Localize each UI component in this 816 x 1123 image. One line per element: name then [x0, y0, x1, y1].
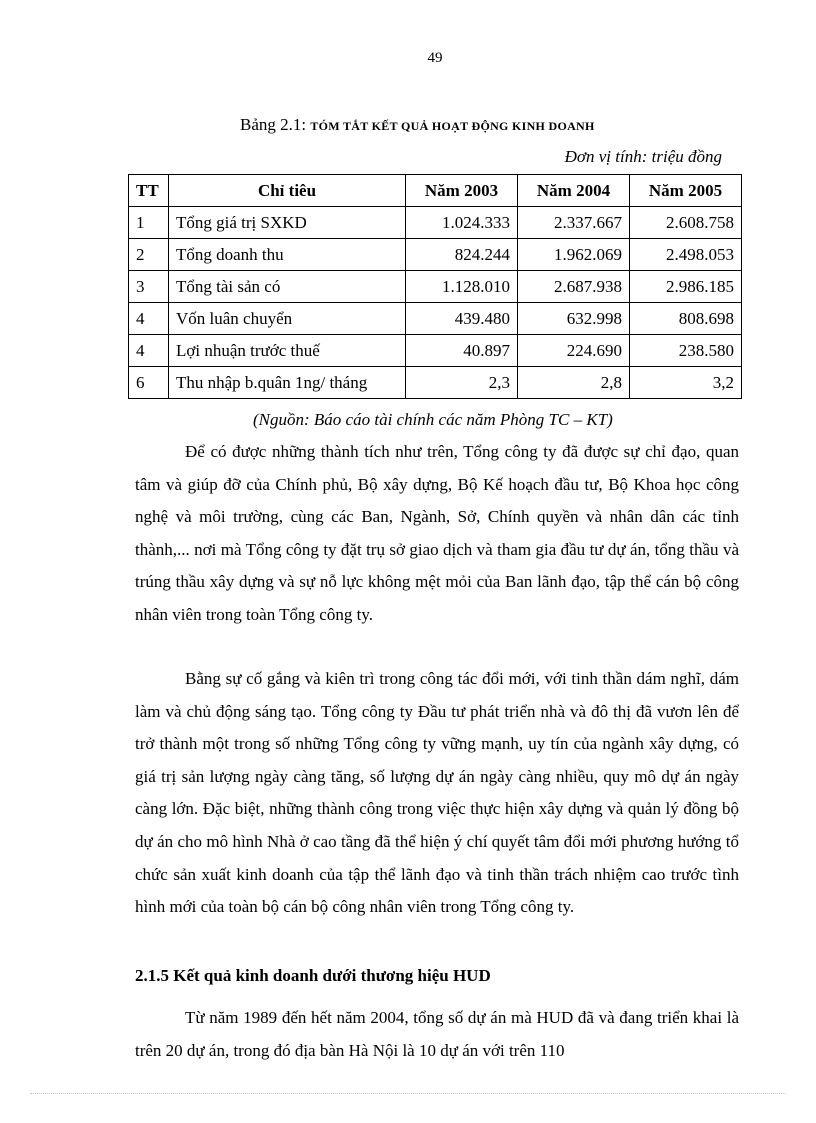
cell-tt: 1	[129, 207, 169, 239]
cell-2005: 2.986.185	[630, 271, 742, 303]
cell-tt: 3	[129, 271, 169, 303]
table-header-row	[129, 175, 742, 207]
header-year-2004: Năm 2004	[518, 175, 630, 207]
cell-indicator: Tổng giá trị SXKD	[169, 207, 406, 239]
body-paragraph-2: Bằng sự cố gắng và kiên trì trong công tác đổi mới, với tinh thần dám nghĩ, dám làm và chủ động sáng tạo. Tổng công ty Đầu tư phát triển nhà và đô thị đã vươn lên để trở thành một trong số những Tổng công ty vững mạnh, uy tín của ngành xây dựng, có giá trị sản lượng ngày càng tăng, số lượng dự án ngày càng nhiều, quy mô dự án ngày càng lớn. Đặc biệt, những thành công trong việc thực hiện xây dựng và quản lý đồng bộ dự án cho mô hình Nhà ở cao tầng đã thể hiện ý chí quyết tâm đổi mới phương hướng tổ chức sản xuất kinh doanh của tập thể lãnh đạo và tinh thần trách nhiệm cao trước tình hình mới của toàn bộ cán bộ công nhân viên trong Tổng công ty.	[135, 669, 739, 917]
table-row	[129, 303, 742, 335]
cell-indicator: Lợi nhuận trước thuế	[169, 335, 406, 367]
header-tt: TT	[129, 175, 169, 207]
cell-2005: 2.608.758	[630, 207, 742, 239]
header-indicator: Chỉ tiêu	[169, 175, 406, 207]
header-year-2003: Năm 2003	[406, 175, 518, 207]
cell-tt: 4	[129, 303, 169, 335]
business-results-table	[128, 174, 742, 399]
body-paragraph-1: Để có được những thành tích như trên, Tổng công ty đã được sự chỉ đạo, quan tâm và giúp đỡ của Chính phủ, Bộ xây dựng, Bộ Kế hoạch đầu tư, Bộ Khoa học công nghệ và môi trường, cùng các Ban, Ngành, Sở, Chính quyền và nhân dân các tỉnh thành,... nơi mà Tổng công ty đặt trụ sở giao dịch và tham gia đầu tư dự án, tổng thầu và trúng thầu xây dựng và sự nỗ lực không mệt mỏi của Ban lãnh đạo, tập thể cán bộ công nhân viên trong toàn Tổng công ty.	[135, 442, 739, 624]
table-caption	[240, 115, 595, 135]
cell-2004: 224.690	[518, 335, 630, 367]
cell-2005: 3,2	[630, 367, 742, 399]
body-paragraph-3: Từ năm 1989 đến hết năm 2004, tổng số dự án mà HUD đã và đang triển khai là trên 20 dự án, trong đó địa bàn Hà Nội là 10 dự án với trên 110	[135, 1008, 739, 1060]
cell-indicator: Tổng tài sản có	[169, 271, 406, 303]
cell-2003: 439.480	[406, 303, 518, 335]
cell-2003: 2,3	[406, 367, 518, 399]
table-row	[129, 271, 742, 303]
cell-2005: 808.698	[630, 303, 742, 335]
cell-2004: 2,8	[518, 367, 630, 399]
table-source-note: (Nguồn: Báo cáo tài chính các năm Phòng TC – KT)	[253, 410, 613, 429]
cell-2004: 2.337.667	[518, 207, 630, 239]
header-year-2005: Năm 2005	[630, 175, 742, 207]
cell-2005: 238.580	[630, 335, 742, 367]
cell-2005: 2.498.053	[630, 239, 742, 271]
table-caption-title: TÓM TẮT KẾT QUẢ HOẠT ĐỘNG KINH DOANH	[310, 119, 595, 133]
cell-2003: 1.024.333	[406, 207, 518, 239]
cell-2003: 824.244	[406, 239, 518, 271]
cell-indicator: Vốn luân chuyển	[169, 303, 406, 335]
table-row	[129, 239, 742, 271]
cell-2004: 632.998	[518, 303, 630, 335]
cell-indicator: Tổng doanh thu	[169, 239, 406, 271]
table-caption-prefix: Bảng 2.1:	[240, 115, 311, 134]
table-row	[129, 367, 742, 399]
cell-2003: 1.128.010	[406, 271, 518, 303]
table-row	[129, 207, 742, 239]
cell-tt: 2	[129, 239, 169, 271]
section-heading: 2.1.5 Kết quả kinh doanh dưới thương hiệu HUD	[135, 966, 491, 985]
page-number: 49	[427, 50, 443, 66]
cell-tt: 4	[129, 335, 169, 367]
cell-tt: 6	[129, 367, 169, 399]
cell-indicator: Thu nhập b.quân 1ng/ tháng	[169, 367, 406, 399]
cell-2004: 1.962.069	[518, 239, 630, 271]
table-row	[129, 335, 742, 367]
page-bottom-divider	[30, 1093, 786, 1094]
unit-note: Đơn vị tính: triệu đồng	[564, 147, 722, 166]
cell-2003: 40.897	[406, 335, 518, 367]
cell-2004: 2.687.938	[518, 271, 630, 303]
